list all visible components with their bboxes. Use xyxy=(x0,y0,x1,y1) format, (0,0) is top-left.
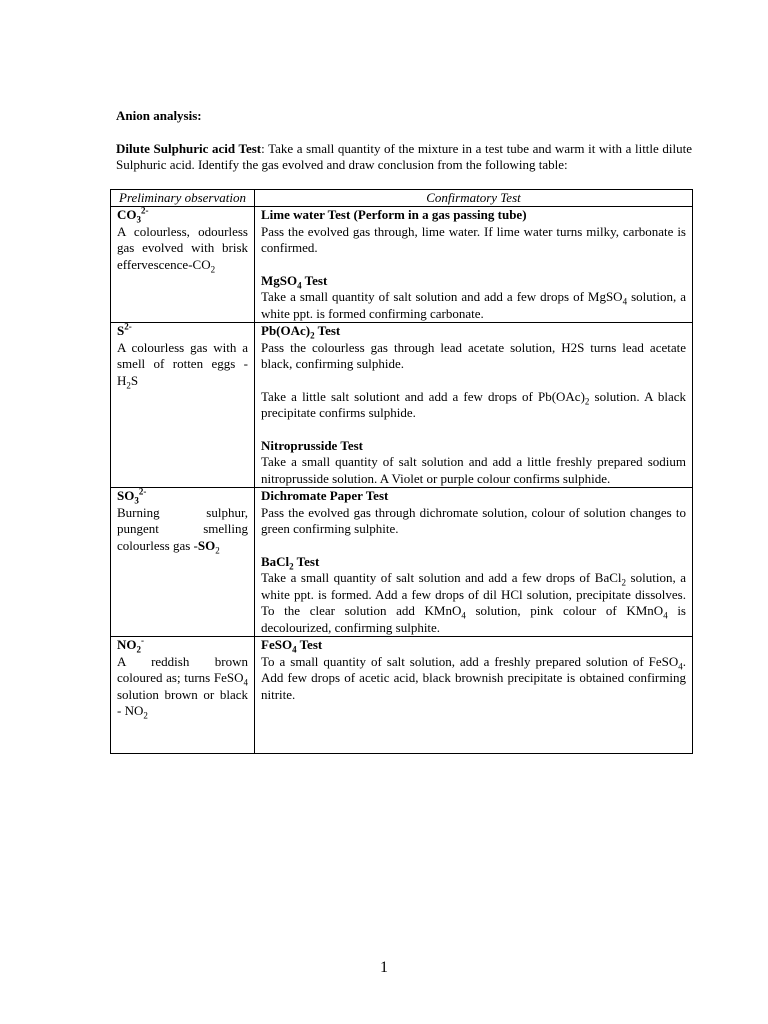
test-text-mgso4: Take a small quantity of salt solution and add a few drops of MgSO$_4$ solution, a white ppt. is formed confirming carbonate. xyxy=(261,289,686,321)
test-title-feso4: FeSO$_4$ Test xyxy=(261,637,323,655)
test-sulphide xyxy=(255,323,693,488)
anion-table xyxy=(110,189,693,755)
test-text-nitroprusside: Take a small quantity of salt solution and add a little freshly prepared sodium nitroprusside solution. A Violet or purple colour confirms sulphide. xyxy=(261,454,686,486)
test-text-salt-pbOAc: Take a little salt solutiont and add a few drops of $Pb(OAc)_2$ solution. A black precipitate confirms sulphide. xyxy=(261,388,687,420)
obs-sulphite: $SO_3^{2-}$ Burning sulphur, pungent smelling colourless gas $-SO_2$ xyxy=(111,488,255,637)
test-sulphite xyxy=(255,488,693,637)
test-text-bacl2: Take a small quantity of salt solution and add a few drops of BaCl$_2$ solution, a white ppt. is formed. Add a few drops of dil HCl solution, precipitate dissolves. To the clear solution add KMnO$_4$ solution, pink colour of KMnO$_4$ is decolourized, confirming sulphite. xyxy=(261,570,686,635)
intro-label: Dilute Sulphuric acid Test xyxy=(116,140,262,156)
obs-sulphide: $S^{2-}$ A colourless gas with a smell of rotten eggs - $H_2S$ xyxy=(111,323,255,488)
table-row-sulphide xyxy=(111,323,693,488)
table-row-sulphite xyxy=(111,488,693,637)
test-text-lead-acetate: Pass the colourless gas through lead acetate solution, H2S turns lead acetate black, confirming sulphide. xyxy=(261,339,686,371)
test-title-bacl2: BaCl$_2$ Test xyxy=(261,553,320,572)
test-title-limewater: Lime water Test (Perform in a gas passing tube) xyxy=(261,207,527,222)
ion-carbonate: $CO_3^{2-}$ xyxy=(117,205,149,225)
test-title-dichromate: Dichromate Paper Test xyxy=(261,488,389,503)
page-heading: Anion analysis: xyxy=(116,108,202,123)
header-preliminary: Preliminary observation xyxy=(111,189,255,207)
table-row-nitrite xyxy=(111,637,693,754)
ion-nitrite: $NO_2^-$ xyxy=(117,635,144,655)
obs-nitrite: $NO_2^-$ A reddish brown coloured as; turns FeSO$_4$ solution brown or black - $NO_2$ xyxy=(111,637,255,754)
test-carbonate xyxy=(255,207,693,323)
intro-text: : Take a small quantity of the mixture in a test tube and warm it with a little dilute Sulphuric acid. Identify the gas evolved and draw conclusion from the following table: xyxy=(116,140,692,172)
document-page xyxy=(116,108,692,754)
ion-sulphide: $S^{2-}$ xyxy=(117,321,132,338)
test-nitrite xyxy=(255,637,693,754)
test-title-pbOAc: $Pb(OAc)_2$ Test xyxy=(261,323,341,341)
test-title-mgso4: MgSO$_4$ Test xyxy=(261,272,328,291)
test-text-limewater: Pass the evolved gas through, lime water. If lime water turns milky, carbonate is confirmed. xyxy=(261,223,686,255)
test-text-feso4: To a small quantity of salt solution, add a freshly prepared solution of FeSO$_4$. Add few drops of acetic acid, black brownish precipitate is obtained confirming nitrite. xyxy=(261,653,686,702)
test-text-dichromate: Pass the evolved gas through dichromate solution, colour of solution changes to green confirming sulphite. xyxy=(261,504,686,536)
intro-paragraph xyxy=(116,141,692,174)
header-confirmatory: Confirmatory Test xyxy=(255,189,693,207)
table-row-carbonate xyxy=(111,207,693,323)
obs-carbonate: $CO_3^{2-}$ A colourless, odourless gas evolved with brisk effervescence-$CO_2$ xyxy=(111,207,255,323)
page-number: 1 xyxy=(380,959,388,976)
ion-sulphite: $SO_3^{2-}$ xyxy=(117,486,147,506)
table-header-row xyxy=(111,189,693,207)
test-title-nitroprusside: Nitroprusside Test xyxy=(261,437,363,453)
